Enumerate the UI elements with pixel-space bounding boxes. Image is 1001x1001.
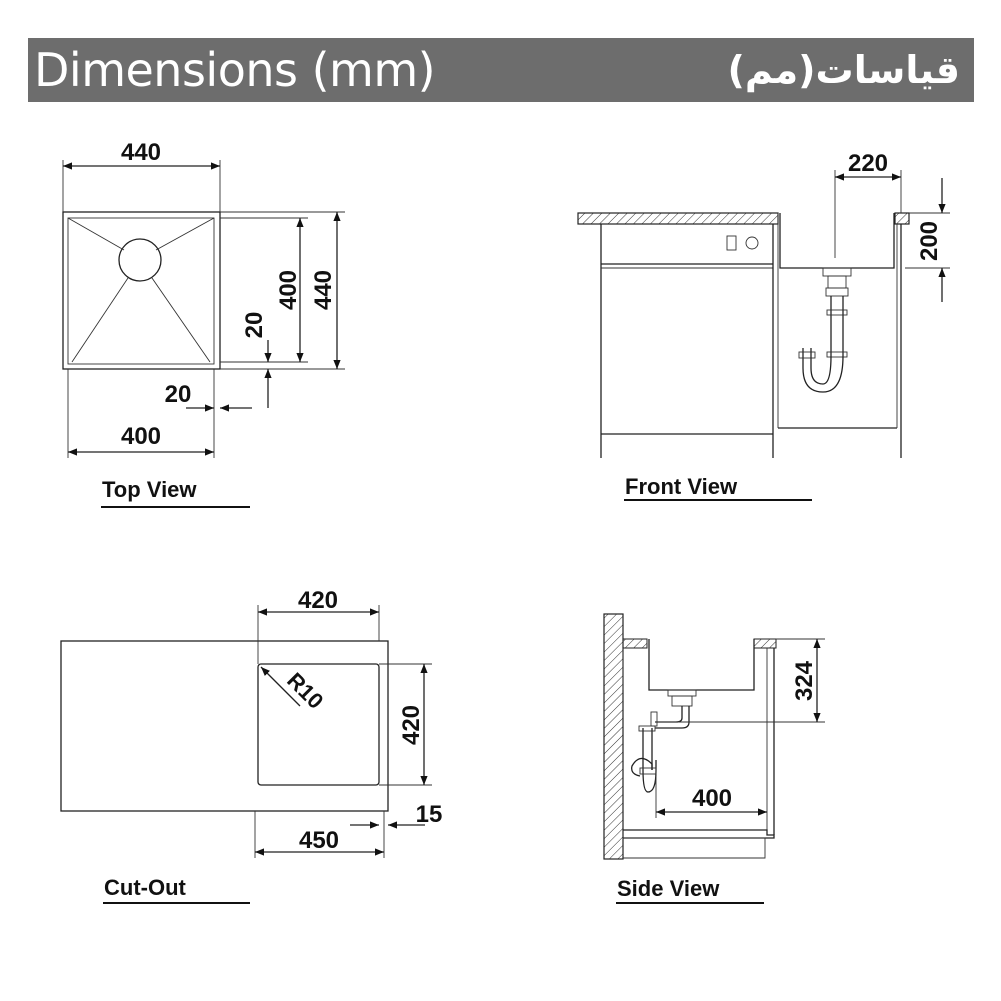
- page-title-arabic: قياسات(مم): [727, 48, 960, 92]
- dim-cutout-offset: 15: [415, 801, 443, 828]
- cutout-label: Cut-Out: [104, 875, 186, 900]
- front-view-label: Front View: [625, 474, 738, 499]
- dim-top-overall-width: 440: [120, 139, 162, 166]
- side-view-label: Side View: [617, 876, 720, 901]
- dim-top-overall-height: 440: [310, 269, 337, 311]
- side-view: [604, 614, 825, 903]
- sink-top-outline: [63, 212, 220, 369]
- dim-top-inner-height: 400: [275, 269, 302, 311]
- top-view-label: Top View: [102, 477, 197, 502]
- dim-top-rim-bottom: 20: [164, 381, 192, 408]
- dim-cutout-radius: R10: [282, 667, 329, 714]
- front-view: [578, 150, 950, 500]
- dim-front-depth: 200: [916, 220, 943, 262]
- dim-cutout-height: 420: [398, 704, 425, 746]
- top-view: [63, 139, 345, 507]
- dim-front-width: 220: [847, 150, 889, 177]
- dim-cutout-width-top: 420: [297, 587, 339, 614]
- page-title: Dimensions (mm): [34, 43, 436, 97]
- dim-side-height: 324: [791, 660, 818, 702]
- dim-side-depth: 400: [691, 785, 733, 812]
- cutout-view: [61, 587, 442, 903]
- dim-cutout-width-bottom: 450: [298, 827, 340, 854]
- dim-top-inner-width: 400: [120, 423, 162, 450]
- dim-top-rim: 20: [241, 311, 268, 339]
